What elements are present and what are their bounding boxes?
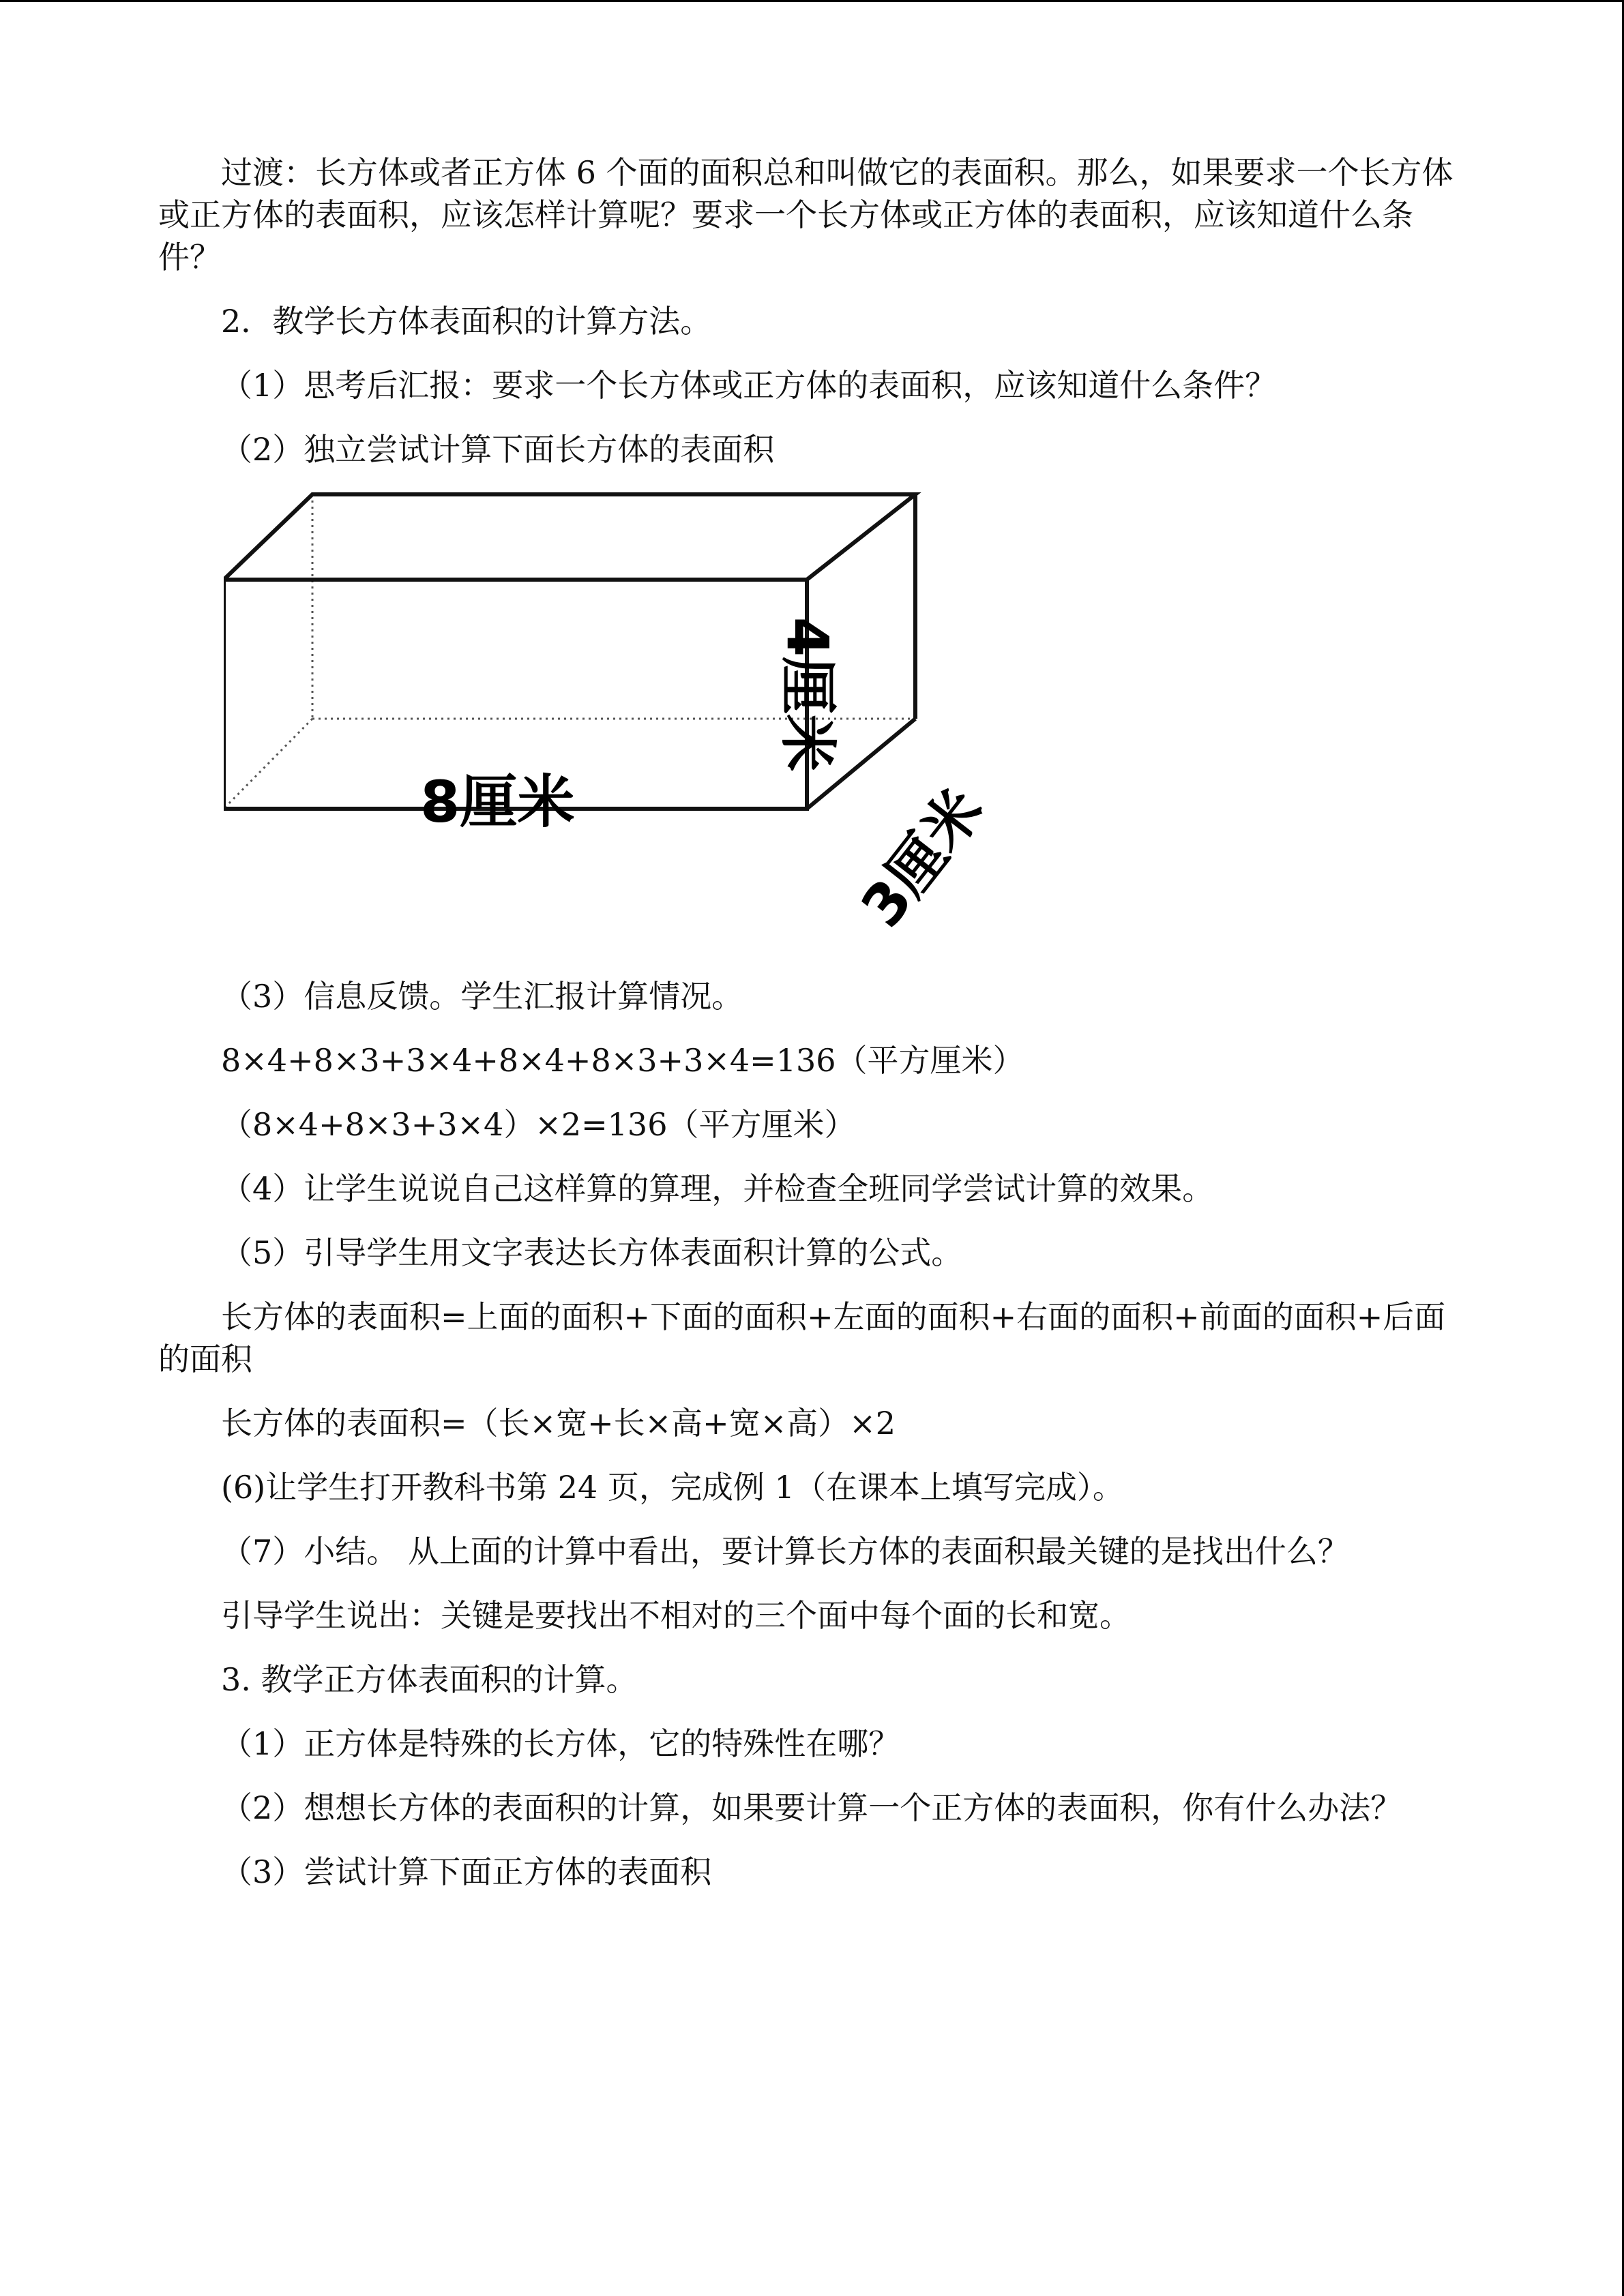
step-3: （3）信息反馈。学生汇报计算情况。 xyxy=(221,978,743,1015)
cube-step-1: （1）正方体是特殊的长方体，它的特殊性在哪？ xyxy=(221,1725,900,1762)
document-body xyxy=(158,151,1471,1915)
cube-step-3: （3）尝试计算下面正方体的表面积 xyxy=(221,1853,712,1890)
length-label: 8厘米 xyxy=(420,769,575,835)
step-2: （2）独立尝试计算下面长方体的表面积 xyxy=(221,431,775,468)
formula-line-2: （8×4+8×3+3×4）×2=136（平方厘米） xyxy=(221,1106,856,1143)
step-7-summary: （7）小结。 从上面的计算中看出，要计算长方体的表面积最关键的是找出什么？ xyxy=(221,1533,1349,1570)
section-heading-3: 3. 教学正方体表面积的计算。 xyxy=(221,1661,638,1698)
cuboid-drawing xyxy=(224,491,1110,968)
step-6: (6)让学生打开教科书第 24 页，完成例 1（在课本上填写完成）。 xyxy=(221,1469,1124,1506)
step-5: （5）引导学生用文字表达长方体表面积计算的公式。 xyxy=(221,1234,963,1271)
height-label: 4厘米 xyxy=(774,616,841,772)
word-formula-paragraph: 长方体的表面积=上面的面积+下面的面积+左面的面积+右面的面积+前面的面积+后面的面积 xyxy=(158,1298,1446,1377)
formula-line-1: 8×4+8×3+3×4+8×4+8×3+3×4=136（平方厘米） xyxy=(221,1042,1024,1079)
cube-step-2: （2）想想长方体的表面积的计算，如果要计算一个正方体的表面积，你有什么办法？ xyxy=(221,1789,1402,1826)
guide-paragraph: 引导学生说出：关键是要找出不相对的三个面中每个面的长和宽。 xyxy=(221,1597,1131,1634)
surface-area-formula: 长方体的表面积=（长×宽+长×高+宽×高）×2 xyxy=(221,1405,896,1442)
transition-paragraph: 过渡：长方体或者正方体 6 个面的面积总和叫做它的表面积。那么，如果要求一个长方体或正方体的表面积，应该怎样计算呢？要求一个长方体或正方体的表面积，应该知道什么条件？ xyxy=(158,154,1453,275)
step-1: （1）思考后汇报：要求一个长方体或正方体的表面积，应该知道什么条件？ xyxy=(221,367,1277,404)
cuboid-figure xyxy=(224,491,1110,968)
section-heading-2: 2．教学长方体表面积的计算方法。 xyxy=(221,303,712,340)
step-4: （4）让学生说说自己这样算的算理，并检查全班同学尝试计算的效果。 xyxy=(221,1170,1214,1207)
width-label: 3厘米 xyxy=(848,776,996,940)
